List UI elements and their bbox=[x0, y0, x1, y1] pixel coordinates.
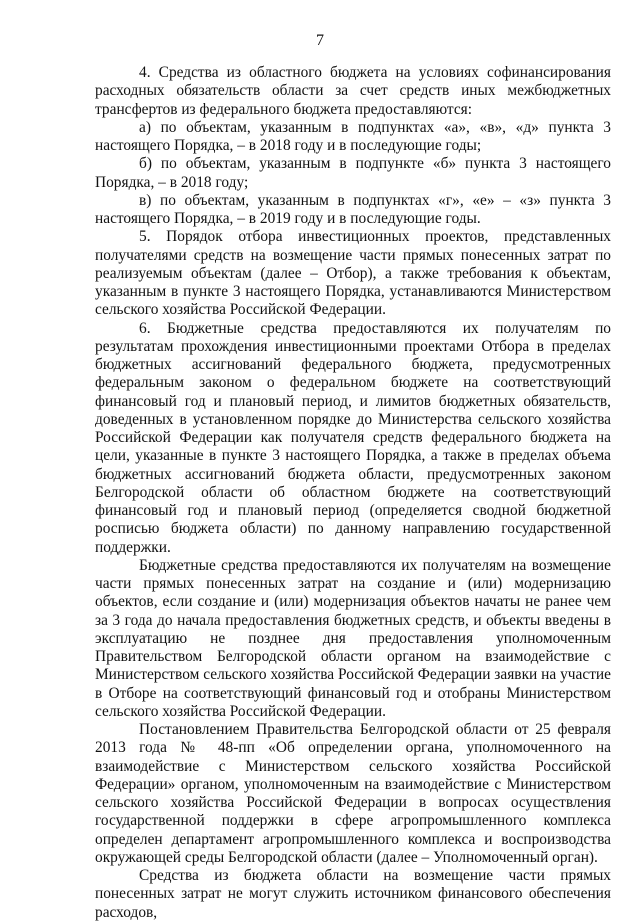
paragraph-regional-funds: Средства из бюджета области на возмещение части прямых понесенных затрат не могут служить источником финансового обеспечения расходов, bbox=[95, 867, 611, 921]
paragraph-item-5: 5. Порядок отбора инвестиционных проектов, представленных получателями средств на возмещение части прямых понесенных затрат по реализуемым объектам (далее – Отбор), а также требования к объектам, указанным в пункте 3 настоящего Порядка, устанавливаются Министерством сельского хозяйства Российской Федерации. bbox=[95, 228, 611, 319]
paragraph-subitem-v: в) по объектам, указанным в подпунктах «г», «е» – «з» пункта 3 настоящего Порядка, – в 2019 году и в последующие годы. bbox=[95, 191, 611, 227]
paragraph-subitem-b: б) по объектам, указанным в подпункте «б» пункта 3 настоящего Порядка, – в 2018 году; bbox=[95, 155, 611, 191]
paragraph-item-4: 4. Средства из областного бюджета на условиях софинансирования расходных обязательств области за счет средств иных межбюджетных трансфертов из федерального бюджета предоставляются: bbox=[95, 64, 611, 118]
paragraph-resolution: Постановлением Правительства Белгородской области от 25 февраля 2013 года № 48-пп «Об определении органа, уполномоченного на взаимодействие с Министерством сельского хозяйства Российской Федерации» органом, уполномоченным на взаимодействие с Министерством сельского хозяйства Российской Федерации в вопросах осуществления государственной поддержки в сфере агропромышленного комплекса определен департамент агропромышленного комплекса и воспроизводства окружающей среды Белгородской области (далее – Уполномоченный орган). bbox=[95, 721, 611, 866]
paragraph-subitem-a: а) по объектам, указанным в подпунктах «а», «в», «д» пункта 3 настоящего Порядка, – в 2018 году и в последующие годы; bbox=[95, 118, 611, 154]
paragraph-budget-funds: Бюджетные средства предоставляются их получателям на возмещение части прямых понесенных затрат на создание и (или) модернизацию объектов, если создание и (или) модернизация объектов начаты не ранее чем за 3 года до начала предоставления бюджетных средств, и объекты введены в эксплуатацию не позднее дня предоставления уполномоченным Правительством Белгородской области органом на взаимодействие с Министерством сельского хозяйства Российской Федерации заявки на участие в Отборе на соответствующий финансовый год и отобраны Министерством сельского хозяйства Российской Федерации. bbox=[95, 556, 611, 720]
paragraph-item-6: 6. Бюджетные средства предоставляются их получателям по результатам прохождения инвестиционными проектами Отбора в пределах бюджетных ассигнований федерального бюджета, предусмотренных федеральным законом о федеральном бюджете на соответствующий финансовый год и плановый период, и лимитов бюджетных обязательств, доведенных в установленном порядке до Министерства сельского хозяйства Российской Федерации как получателя средств федерального бюджета на цели, указанные в пункте 3 настоящего Порядка, а также в пределах объема бюджетных ассигнований бюджета области, предусмотренных законом Белгородской области об областном бюджете на соответствующий финансовый год и плановый период (определяется сводной бюджетной росписью бюджета области) по данному направлению государственной поддержки. bbox=[95, 319, 611, 556]
document-body bbox=[95, 64, 611, 922]
page-number: 7 bbox=[316, 32, 324, 49]
